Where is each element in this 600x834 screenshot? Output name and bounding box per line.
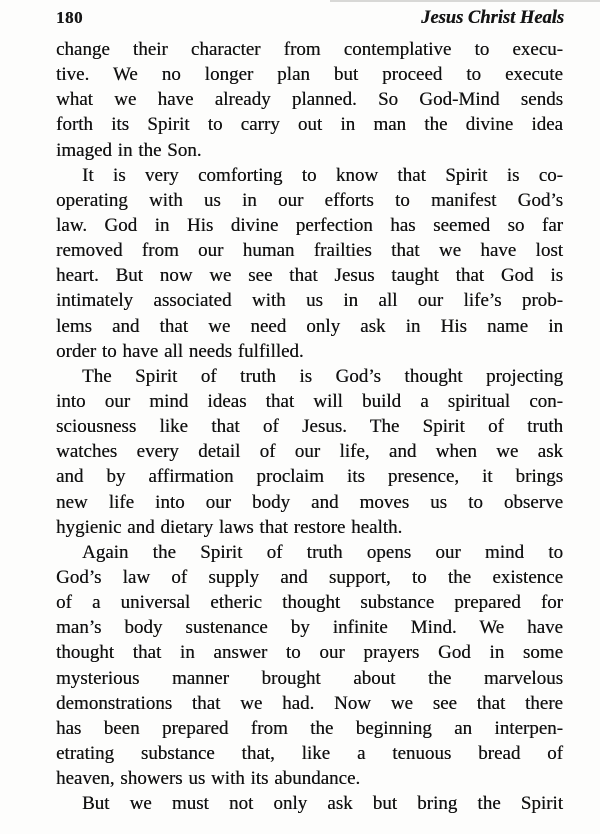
page-body [56, 37, 563, 816]
text-line: demonstrations that we had. Now we see that there [56, 692, 563, 714]
text-line: lems and that we need only ask in His name in [56, 315, 563, 337]
text-line: has been prepared from the beginning an interpen- [56, 717, 563, 739]
text-line: of a universal etheric thought substance prepared for [56, 592, 563, 614]
text-line: etrating substance that, like a tenuous bread of [56, 742, 563, 764]
text-line: what we have already planned. So God-Mind sends [56, 89, 563, 111]
text-line: new life into our body and moves us to observe [56, 491, 563, 513]
page-header [56, 8, 564, 29]
text-line: God’s law of supply and support, to the existence [56, 566, 563, 588]
text-line: Again the Spirit of truth opens our mind to [82, 541, 563, 563]
text-line: intimately associated with us in all our life’s prob- [56, 290, 563, 312]
text-line: hygienic and dietary laws that restore health. [56, 516, 403, 538]
text-line: removed from our human frailties that we have lost [56, 240, 563, 262]
text-line: watches every detail of our life, and when we ask [56, 441, 563, 463]
text-line: law. God in His divine perfection has seemed so far [56, 214, 563, 236]
text-line: mysterious manner brought about the marvelous [56, 667, 563, 689]
text-line: forth its Spirit to carry out in man the divine idea [56, 114, 563, 136]
text-line: and by affirmation proclaim its presence, it brings [56, 466, 563, 488]
text-line: into our mind ideas that will build a spiritual con- [56, 390, 563, 412]
text-line: order to have all needs fulfilled. [56, 340, 304, 362]
text-line: man’s body sustenance by infinite Mind. We have [56, 617, 563, 639]
text-line: thought that in answer to our prayers God in some [56, 642, 563, 664]
scan-edge-artifact [330, 0, 600, 2]
running-title: Jesus Christ Heals [421, 8, 564, 28]
text-line: tive. We no longer plan but proceed to execute [56, 64, 563, 86]
text-line: heaven, showers us with its abundance. [56, 768, 361, 790]
text-line: change their character from contemplative to execu- [56, 39, 563, 60]
text-line: heart. But now we see that Jesus taught that God is [56, 265, 563, 287]
text-line: sciousness like that of Jesus. The Spirit of truth [56, 416, 563, 438]
text-line: operating with us in our efforts to manifest God’s [56, 189, 563, 211]
text-line: It is very comforting to know that Spirit is co- [82, 164, 563, 186]
text-line: imaged in the Son. [56, 139, 202, 161]
page-number: 180 [56, 8, 83, 27]
text-line: The Spirit of truth is God’s thought projecting [82, 365, 563, 387]
text-line: But we must not only ask but bring the Spirit [82, 793, 563, 815]
